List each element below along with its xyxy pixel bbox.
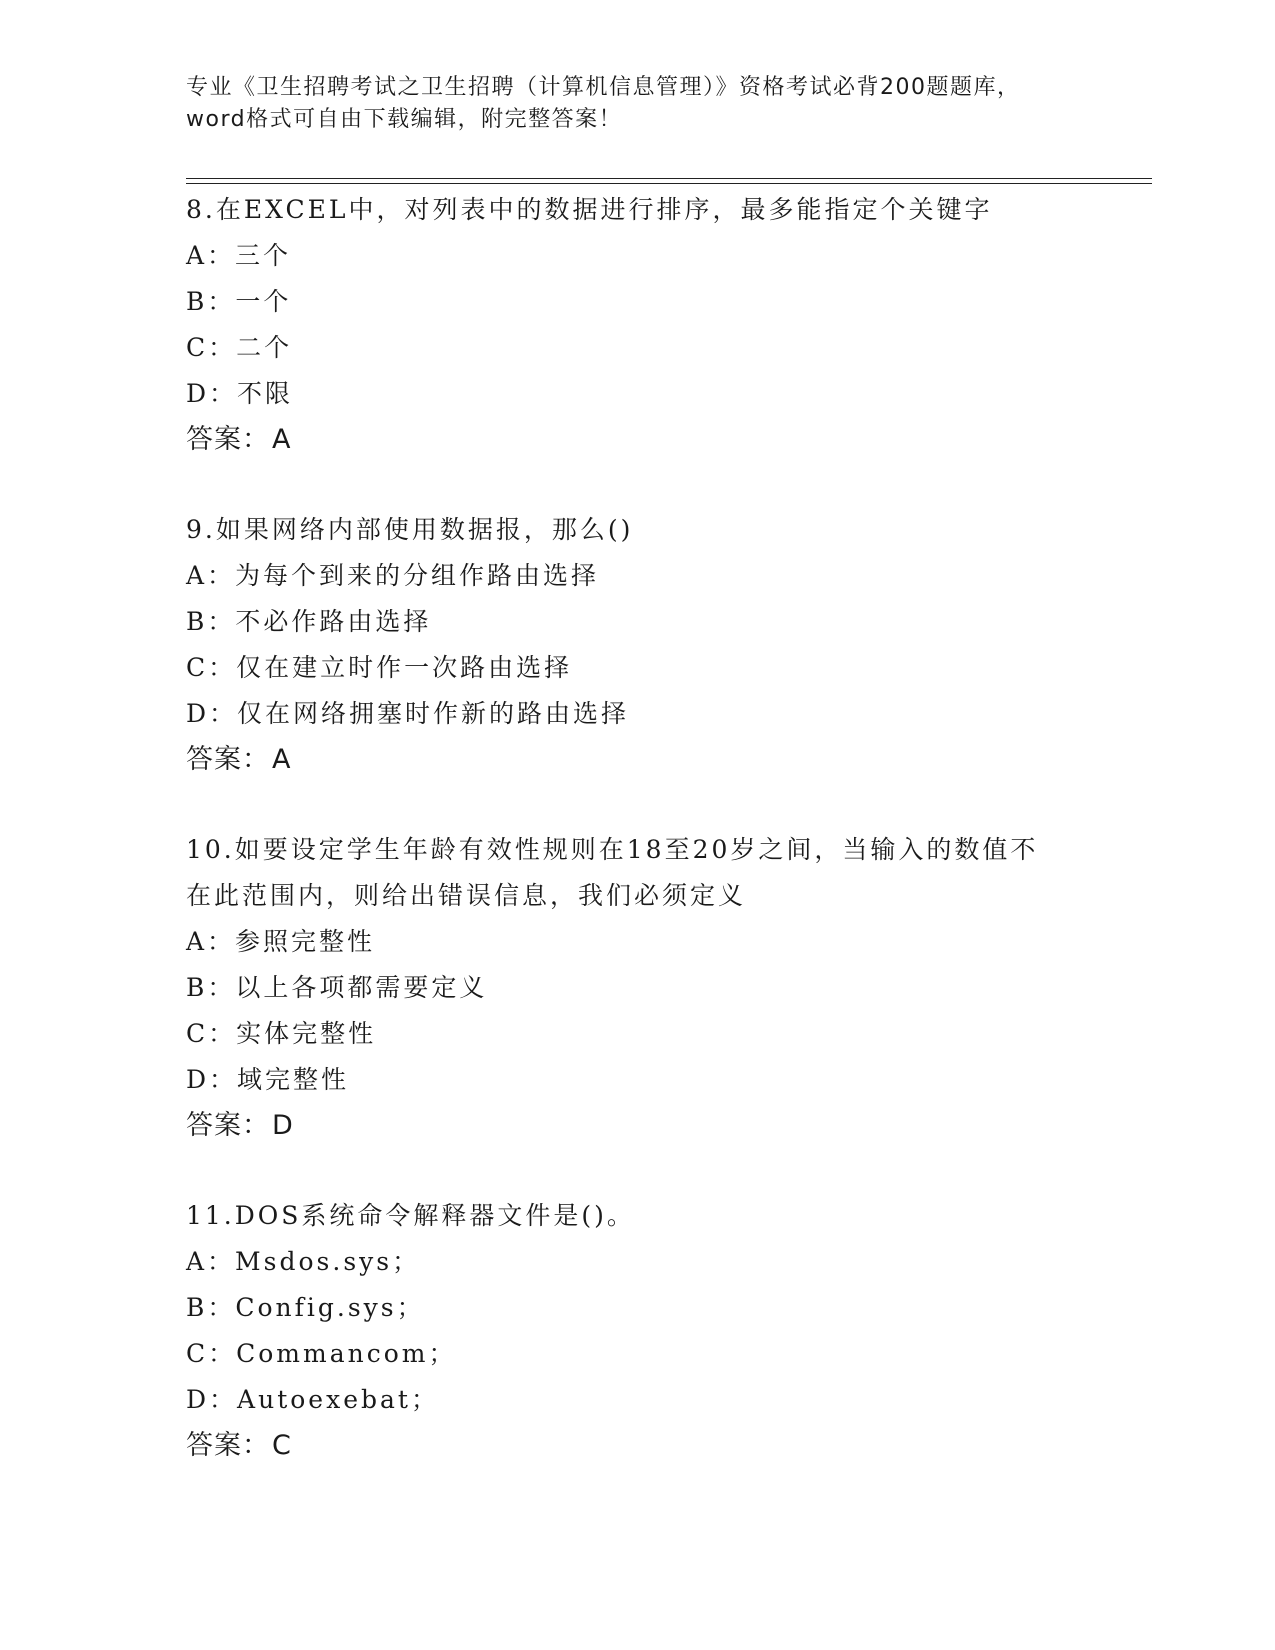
- question-stem-line-2: 在此范围内，则给出错误信息，我们必须定义: [186, 881, 747, 910]
- option-c: C：二个: [186, 333, 293, 362]
- option-c: C：Commancom；: [186, 1339, 457, 1368]
- option-a: A：Msdos.sys；: [186, 1247, 421, 1276]
- option-a: A：为每个到来的分组作路由选择: [186, 561, 600, 590]
- option-d: D：域完整性: [186, 1065, 350, 1094]
- answer-value: C: [272, 1430, 292, 1461]
- answer-value: A: [272, 744, 292, 775]
- answer-label: 答案：: [186, 744, 270, 775]
- header-line-1: 专业《卫生招聘考试之卫生招聘（计算机信息管理）》资格考试必背200题题库，: [186, 75, 1021, 100]
- question-stem: 11.DOS系统命令解释器文件是()。: [186, 1201, 635, 1230]
- question-stem: 9.如果网络内部使用数据报，那么(): [186, 515, 634, 544]
- answer-line: [186, 1103, 1086, 1149]
- answer-label: 答案：: [186, 424, 270, 455]
- question-8: [186, 187, 1086, 463]
- question-stem: 8.在EXCEL中，对列表中的数据进行排序，最多能指定个关键字: [186, 195, 993, 224]
- question-11: [186, 1193, 1086, 1469]
- answer-label: 答案：: [186, 1430, 270, 1461]
- option-a: A：三个: [186, 241, 292, 270]
- answer-value: D: [272, 1110, 294, 1141]
- option-d: D：不限: [186, 379, 294, 408]
- question-10: [186, 827, 1086, 1149]
- question-stem-line-1: 10.如要设定学生年龄有效性规则在18至20岁之间，当输入的数值不: [186, 835, 1039, 864]
- option-b: B：不必作路由选择: [186, 607, 432, 636]
- option-d: D：Autoexebat；: [186, 1385, 439, 1414]
- header-line-2: word格式可自由下载编辑，附完整答案！: [186, 107, 623, 132]
- option-b: B：以上各项都需要定义: [186, 973, 488, 1002]
- header-divider-bottom: [186, 183, 1152, 184]
- answer-line: [186, 737, 1086, 783]
- option-c: C：仅在建立时作一次路由选择: [186, 653, 573, 682]
- answer-value: A: [272, 424, 292, 455]
- option-a: A：参照完整性: [186, 927, 376, 956]
- header-divider-top: [186, 178, 1152, 179]
- answer-line: [186, 1423, 1086, 1469]
- question-9: [186, 507, 1086, 783]
- document-header: [186, 72, 1086, 136]
- option-b: B：Config.sys；: [186, 1293, 425, 1322]
- question-list: [186, 187, 1086, 1513]
- option-b: B：一个: [186, 287, 292, 316]
- answer-line: [186, 417, 1086, 463]
- answer-label: 答案：: [186, 1110, 270, 1141]
- option-c: C：实体完整性: [186, 1019, 377, 1048]
- option-d: D：仅在网络拥塞时作新的路由选择: [186, 699, 630, 728]
